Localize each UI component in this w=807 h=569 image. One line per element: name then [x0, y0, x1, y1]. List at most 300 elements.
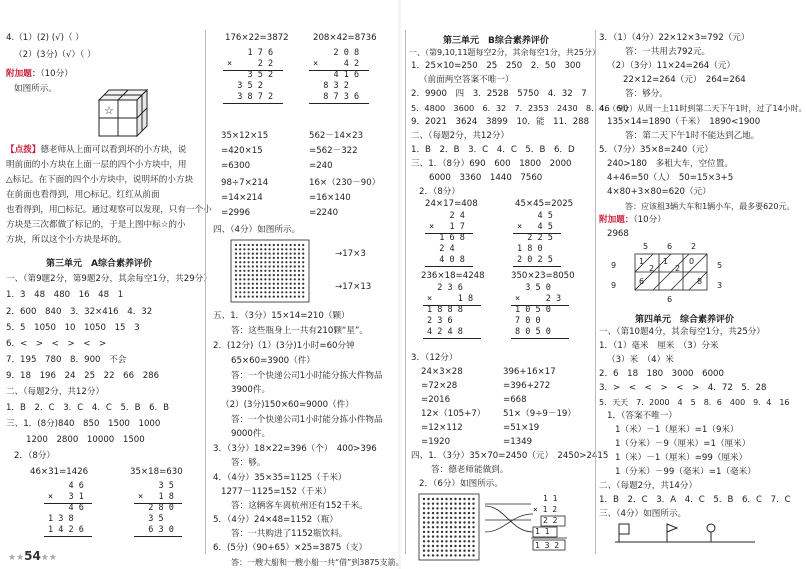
dot [441, 507, 443, 509]
dot [427, 540, 429, 542]
dot [454, 521, 456, 523]
dot [468, 512, 470, 514]
dot [260, 257, 262, 259]
section-header: 三、（4分）如图所示。 [599, 509, 687, 519]
step-line: =72×28 [421, 381, 458, 391]
dot [281, 278, 283, 280]
dot [264, 296, 266, 298]
calc-rule [44, 503, 92, 504]
dot [281, 287, 283, 289]
step-line: =16×140 [309, 193, 351, 203]
dot [290, 257, 292, 259]
dot [432, 554, 434, 556]
dot [302, 296, 304, 298]
dot [472, 498, 474, 500]
dot [432, 550, 434, 552]
dot [436, 535, 438, 537]
lattice-digit: 2 [675, 264, 681, 273]
dot [450, 503, 452, 505]
dot [273, 291, 275, 293]
dot [285, 291, 287, 293]
dot [281, 270, 283, 272]
dot [472, 526, 474, 528]
dot [239, 253, 241, 255]
dot [472, 517, 474, 519]
dot [273, 265, 275, 267]
answer-line: 4．（4分）35×35=1125（千米） [213, 473, 347, 483]
dot [459, 535, 461, 537]
dot [302, 253, 304, 255]
svg-text:2 2: 2 2 [543, 516, 558, 525]
dot [454, 550, 456, 552]
dot [441, 517, 443, 519]
lattice-digit: 2 [649, 264, 655, 273]
answer-line: 9．2021 3624 3899 10．能 11．288 [411, 117, 590, 127]
dot [436, 521, 438, 523]
calc-title: 45×45=2025 [515, 199, 574, 209]
step-line: 16×（230－90） [309, 178, 381, 188]
dot [248, 296, 250, 298]
dot-array-figure [419, 494, 479, 560]
dot [468, 526, 470, 528]
dot [427, 531, 429, 533]
dot [450, 550, 452, 552]
dot [269, 287, 271, 289]
dot [454, 498, 456, 500]
dot [256, 287, 258, 289]
dot [269, 248, 271, 250]
dot [436, 507, 438, 509]
dot [436, 498, 438, 500]
answer-line: 4+46=50（人） 50=15×3+5 [607, 173, 734, 183]
step-line: =6300 [221, 161, 251, 171]
dot [273, 283, 275, 285]
dot [459, 521, 461, 523]
answer-line: 3．> < < > < > 4．72 5．28 [599, 383, 767, 393]
dot [273, 287, 275, 289]
dot [290, 296, 292, 298]
dot [423, 517, 425, 519]
dot [243, 296, 245, 298]
dot [468, 540, 470, 542]
answer-line: 2．(12分)（1）(3分)1小时=60分钟 [213, 341, 355, 351]
dot [239, 283, 241, 285]
dot [302, 265, 304, 267]
dot [454, 554, 456, 556]
answer-line: 2．（6分）如图所示。 [419, 479, 503, 489]
extra-score: （10分） [633, 215, 666, 225]
step-line: =420×15 [221, 146, 263, 156]
lattice-figure [609, 240, 739, 306]
dot [294, 274, 296, 276]
dot [445, 535, 447, 537]
dot [298, 261, 300, 263]
section-header: 三、1．（8分）690 600 1800 2000 [411, 159, 572, 169]
note-line: 在前面也看得到，用○标记。红红从前面 [6, 190, 160, 200]
dot [273, 257, 275, 259]
column-4 [595, 0, 807, 569]
step-line: =562－322 [309, 146, 358, 156]
dot [248, 257, 250, 259]
dot [459, 526, 461, 528]
dot [269, 296, 271, 298]
lattice-digit: 1 [639, 257, 645, 266]
dot [298, 244, 300, 246]
dot [248, 283, 250, 285]
answer-line: 4．（6分）从周一上11时到第二天下午1时，过了14小时。 [599, 104, 807, 113]
calc-title: 176×22=3872 [225, 33, 289, 43]
answer-line: （3）米 （4）米 [607, 355, 674, 365]
dot [445, 531, 447, 533]
dot [273, 244, 275, 246]
dot [436, 531, 438, 533]
answer-line: 135×14=1890（千米） 1890<1900 [607, 117, 761, 127]
answer-line: 2．9900 四 3．2528 5750 4．32 7 [411, 89, 587, 99]
dot [450, 535, 452, 537]
dot [269, 270, 271, 272]
section-header: 一、（第10题4分，其余每空1分，共25分） [599, 327, 766, 337]
dot [281, 291, 283, 293]
answer-line: 4.（1）(2) (√)（ ） [6, 33, 84, 43]
dot [450, 517, 452, 519]
dot [294, 248, 296, 250]
vertical-calc: 2 3 6 × 1 8 1 8 8 8 2 3 6 4 2 4 8 [427, 283, 474, 337]
dot [269, 244, 271, 246]
vertical-calc: 4 6 × 3 1 4 6 1 3 8 1 4 2 6 [48, 481, 84, 535]
dot [302, 283, 304, 285]
dot [432, 531, 434, 533]
dot [256, 270, 258, 272]
dot [239, 244, 241, 246]
dot [427, 507, 429, 509]
dot [423, 531, 425, 533]
dot [285, 296, 287, 298]
dot [277, 278, 279, 280]
answer-line: 答：一共用去792元。 [625, 47, 711, 57]
dot [243, 257, 245, 259]
dot [427, 512, 429, 514]
dot [248, 270, 250, 272]
dot [468, 550, 470, 552]
answer-line: （2）(3分)（√）（ ） [14, 50, 96, 60]
page-number-footer: ★★54★★ [8, 549, 57, 563]
dot [248, 287, 250, 289]
dot [454, 535, 456, 537]
dot [290, 253, 292, 255]
answer-line: 3．（12分） [411, 353, 458, 363]
answer-line: 4×80+3×80=620（元） [607, 187, 711, 197]
calc-rule [423, 305, 481, 306]
dot [239, 248, 241, 250]
dot [285, 278, 287, 280]
dot [441, 521, 443, 523]
dot [441, 545, 443, 547]
svg-text:1 3 2: 1 3 2 [535, 541, 560, 550]
calc-rule [309, 103, 369, 104]
dot [432, 507, 434, 509]
dot [239, 278, 241, 280]
dot [472, 512, 474, 514]
dot [243, 274, 245, 276]
step-line: =2016 [421, 395, 451, 405]
step-line: =12×112 [421, 423, 463, 433]
dot [445, 517, 447, 519]
dot [450, 507, 452, 509]
step-line: =51×19 [503, 423, 540, 433]
dot [454, 545, 456, 547]
dot [243, 244, 245, 246]
dot [290, 261, 292, 263]
dot [454, 517, 456, 519]
dot [436, 554, 438, 556]
dot [468, 531, 470, 533]
dot [298, 265, 300, 267]
dot [269, 261, 271, 263]
dot [436, 545, 438, 547]
answer-line: 5．4800 3600 6．32 7．2353 2430 8．46 90 [411, 103, 629, 113]
dot [277, 274, 279, 276]
dot [302, 257, 304, 259]
answer-line: 6．(5分)（90+65）×25=3875（支） [213, 543, 368, 553]
dot [472, 540, 474, 542]
dot [281, 261, 283, 263]
dot [273, 270, 275, 272]
dot [285, 287, 287, 289]
dot [294, 265, 296, 267]
dot [235, 291, 237, 293]
dot [277, 253, 279, 255]
answer-line: 1（分米）－9（厘米）=1（厘米） [615, 439, 751, 449]
dot [281, 274, 283, 276]
dot [427, 526, 429, 528]
dot [277, 261, 279, 263]
note-line: 明前面的小方块在上面一层的四个小方块中，用 [6, 160, 187, 170]
dot [260, 278, 262, 280]
dot [290, 274, 292, 276]
answer-line: （2）(3分)150×60=9000（件） [221, 400, 354, 410]
dot [423, 545, 425, 547]
dot [269, 278, 271, 280]
calc-rule [511, 338, 569, 339]
section-header: 二、（每题2分，共12分） [6, 387, 105, 397]
dot [459, 550, 461, 552]
vertical-calc: 3 5 0 × 2 3 1 0 5 0 7 0 0 8 0 5 0 [515, 283, 562, 337]
dot [277, 270, 279, 272]
dot [294, 283, 296, 285]
dot [269, 257, 271, 259]
dot [445, 554, 447, 556]
dot [264, 257, 266, 259]
dot [427, 545, 429, 547]
dot [281, 248, 283, 250]
dot [239, 287, 241, 289]
dot [459, 545, 461, 547]
calc-title: 46×31=1426 [30, 467, 89, 477]
column-1 [0, 0, 212, 569]
dot [277, 283, 279, 285]
dot [423, 521, 425, 523]
dot [277, 291, 279, 293]
dot [302, 244, 304, 246]
calc-rule [134, 503, 182, 504]
section-header: 三、1．(8分)840 850 1500 1000 [6, 419, 161, 429]
dot [450, 540, 452, 542]
dot [235, 253, 237, 255]
dot [468, 507, 470, 509]
dot [423, 550, 425, 552]
dot [468, 545, 470, 547]
dot [463, 526, 465, 528]
dot [248, 253, 250, 255]
dot [436, 503, 438, 505]
answer-line: 答：德老师能做到。 [431, 465, 509, 475]
answer-line: 五、1．（3分）15×14=210（颗） [213, 311, 350, 321]
dot [294, 270, 296, 272]
answer-line: 答：应该租3辆大车和1辆小车，最多要620元。 [625, 202, 795, 211]
extra-title: 附加题： [599, 215, 634, 225]
note-tag: 【点拨】 [6, 145, 41, 155]
dot [463, 512, 465, 514]
dot [472, 535, 474, 537]
dot [273, 248, 275, 250]
calc-rule [423, 338, 481, 339]
section-header: 一、（第9,10,11题每空2分，其余每空1分，共25分） [409, 48, 600, 57]
dot [239, 270, 241, 272]
dot [252, 265, 254, 267]
answer-line: 5．（7分）35×8=240（元） [599, 145, 713, 155]
dot [269, 283, 271, 285]
dot [450, 531, 452, 533]
dot [450, 521, 452, 523]
dot [248, 278, 250, 280]
dot [298, 287, 300, 289]
dot [252, 287, 254, 289]
step-line: 562－14×23 [309, 131, 364, 141]
dot [239, 265, 241, 267]
dot [459, 517, 461, 519]
dot [256, 283, 258, 285]
dot [256, 291, 258, 293]
calc-title: 236×18=4248 [421, 271, 485, 281]
dot [423, 540, 425, 542]
dot [256, 278, 258, 280]
answer-line: 答：这辆客车离杭州还有152千米。 [231, 501, 368, 511]
dot [441, 550, 443, 552]
dot [298, 291, 300, 293]
section-header: 四、（4分）如图所示。 [213, 225, 301, 235]
dot [252, 244, 254, 246]
dot [260, 287, 262, 289]
dot [277, 296, 279, 298]
dot [445, 507, 447, 509]
cube-figure [95, 88, 155, 140]
dot [423, 498, 425, 500]
dot [235, 261, 237, 263]
star-icon: ☆ [104, 104, 114, 117]
dot [290, 291, 292, 293]
step-line: 51×（9÷9－19） [503, 409, 576, 419]
lattice-digit: 5 [717, 261, 723, 270]
answer-line: 1（分米）－99（毫米）=1（毫米） [615, 467, 756, 477]
dot [463, 503, 465, 505]
calc-rule [513, 266, 561, 267]
dot [463, 554, 465, 556]
svg-text:1 1: 1 1 [543, 494, 558, 503]
dot [269, 274, 271, 276]
dot [235, 248, 237, 250]
dot [450, 554, 452, 556]
dot [281, 253, 283, 255]
dot [472, 521, 474, 523]
dot [436, 526, 438, 528]
dot [302, 287, 304, 289]
dot [427, 521, 429, 523]
answer-line: 1277－1125=152（千米） [221, 487, 332, 497]
dot [256, 248, 258, 250]
dot [269, 253, 271, 255]
lattice-digit: 3 [717, 281, 723, 290]
dot [269, 265, 271, 267]
dot [243, 278, 245, 280]
dot [256, 244, 258, 246]
dot [468, 503, 470, 505]
lattice-digit: 9 [611, 261, 617, 270]
vertical-calc: 3 5 × 1 8 2 8 0 3 5 6 3 0 [138, 481, 174, 535]
line-drawing-figure [615, 520, 765, 548]
dot [432, 535, 434, 537]
dot [445, 550, 447, 552]
dot [252, 257, 254, 259]
calc-rule [425, 266, 473, 267]
dot-array-figure [231, 240, 309, 302]
dot [298, 278, 300, 280]
section-header: 二、（每题2分，共14分） [599, 481, 698, 491]
dot [256, 261, 258, 263]
answer-line: 1．3 48 480 16 48 1 [6, 290, 124, 300]
vertical-calc: 2 0 8 × 4 2 4 1 6 8 3 2 8 7 3 6 [313, 48, 360, 102]
dot [445, 545, 447, 547]
dot [269, 291, 271, 293]
calc-title: 35×18=630 [130, 467, 183, 477]
dot [252, 253, 254, 255]
dot [436, 550, 438, 552]
dot [298, 248, 300, 250]
answer-line: 答：够。 [231, 458, 266, 468]
dot [463, 550, 465, 552]
dot [239, 296, 241, 298]
dot [260, 244, 262, 246]
dot [235, 270, 237, 272]
dot [248, 274, 250, 276]
step-line: =1920 [421, 437, 451, 447]
dot [235, 265, 237, 267]
dot [302, 261, 304, 263]
dot [235, 287, 237, 289]
answer-line: 5．5 1050 10 1050 15 3 [6, 323, 140, 333]
dot [423, 507, 425, 509]
dot [264, 261, 266, 263]
dot [302, 274, 304, 276]
dot [260, 265, 262, 267]
calc-rule [425, 233, 473, 234]
answer-line: 1（米）－1（厘米）=1（9米） [615, 425, 739, 435]
dot [260, 253, 262, 255]
step-line: =2240 [309, 208, 339, 218]
dot [264, 244, 266, 246]
answer-line: 3900件。 [231, 385, 271, 395]
dot [264, 265, 266, 267]
svg-text:× 1 2: × 1 2 [533, 505, 558, 514]
